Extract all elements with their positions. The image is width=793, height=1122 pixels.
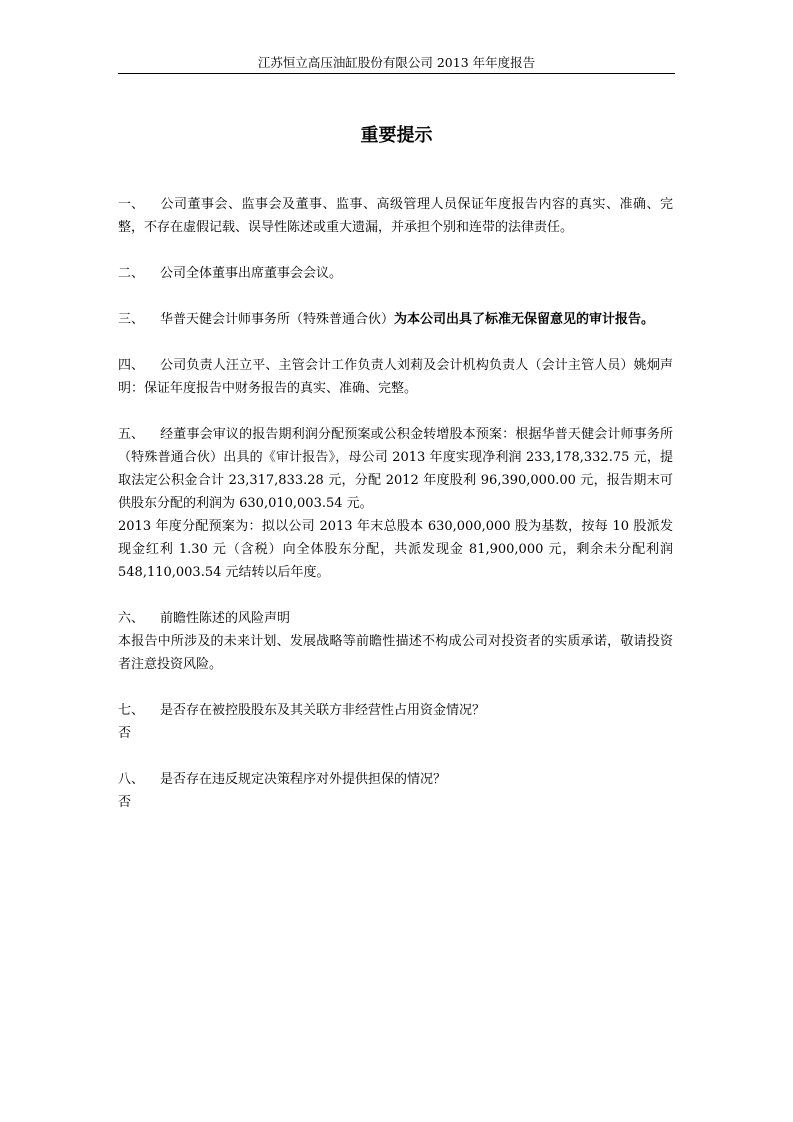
section-1: [118, 193, 673, 239]
section-heading: 是否存在违反规定决策程序对外提供担保的情况？: [160, 772, 447, 787]
section-1-paragraph: [118, 193, 673, 239]
distribution-plan-paragraph: 2013 年度分配预案为：拟以公司 2013 年末总股本 630,000,000 股为基数，按每 10 股派发现金红利 1.30 元（含税）向全体股东分配，共派发现金 81,900,000 元，剩余未分配利润 548,110,003.54 元结转以后年度。: [118, 519, 673, 580]
section-text: 经董事会审议的报告期利润分配预案或公积金转增股本预案：根据华普天健会计师事务所（特殊普通合伙）出具的《审计报告》，母公司 2013 年度实现净利润 233,178,332.75 元，提取法定公积金合计 23,317,833.28 元，分配 2012 年度股利 96,390,000.00 元，报告期末可供股东分配的利润为 630,010,003.54 元。: [118, 427, 673, 511]
section-8-heading: [118, 768, 673, 791]
audit-opinion: 为本公司出具了标准无保留意见的审计报告。: [394, 312, 655, 327]
section-number: 一、: [118, 197, 145, 212]
header-divider: [118, 73, 675, 74]
section-heading: 前瞻性陈述的风险声明: [160, 611, 291, 626]
section-3: [118, 308, 673, 331]
section-text: 公司全体董事出席董事会会议。: [160, 266, 343, 281]
section-4: [118, 354, 673, 400]
section-5: [118, 423, 673, 584]
section-number: 五、: [118, 427, 145, 442]
section-number: 六、: [118, 611, 145, 626]
section-heading: 是否存在被控股股东及其关联方非经营性占用资金情况？: [160, 703, 486, 718]
page-title: 重要提示: [360, 125, 433, 146]
section-6-paragraph: 本报告中所涉及的未来计划、发展战略等前瞻性描述不构成公司对投资者的实质承诺，敬请投资者注意投资风险。: [118, 634, 673, 672]
section-text: 公司董事会、监事会及董事、监事、高级管理人员保证年度报告内容的真实、准确、完整，不存在虚假记载、误导性陈述或重大遗漏，并承担个别和连带的法律责任。: [118, 197, 673, 235]
section-6-heading: [118, 607, 673, 630]
section-7-answer: 否: [118, 726, 132, 741]
section-5-paragraph: [118, 423, 673, 515]
section-number: 二、: [118, 266, 145, 281]
section-text: 公司负责人汪立平、主管会计工作负责人刘莉及会计机构负责人（会计主管人员）姚炯声明：保证年度报告中财务报告的真实、准确、完整。: [118, 358, 673, 396]
auditor-name: 华普天健会计师事务所（特殊普通合伙）: [160, 312, 395, 327]
section-number: 三、: [118, 312, 145, 327]
section-number: 七、: [118, 703, 145, 718]
document-body: [118, 193, 673, 837]
section-number: 四、: [118, 358, 145, 373]
section-3-paragraph: [118, 308, 673, 331]
section-number: 八、: [118, 772, 145, 787]
section-7: [118, 699, 673, 745]
page-header: 江苏恒立高压油缸股份有限公司 2013 年年度报告: [257, 55, 536, 70]
section-2-paragraph: [118, 262, 673, 285]
section-6: [118, 607, 673, 676]
section-8: [118, 768, 673, 814]
section-4-paragraph: [118, 354, 673, 400]
section-8-answer: 否: [118, 795, 132, 810]
section-7-heading: [118, 699, 673, 722]
section-2: [118, 262, 673, 285]
